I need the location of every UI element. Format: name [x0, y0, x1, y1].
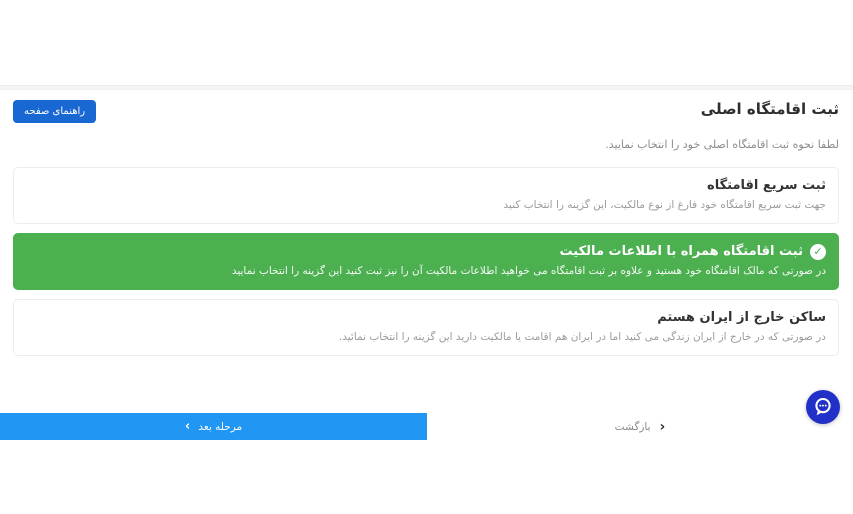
option-title: ثبت سریع اقامتگاه: [707, 178, 826, 193]
option-card-living-outside-iran[interactable]: [13, 299, 839, 356]
page-guide-button[interactable]: راهنمای صفحه: [13, 100, 96, 123]
footer-back-area: [427, 413, 853, 440]
chat-bubble-icon: [812, 396, 834, 418]
chevron-right-icon: ›: [659, 418, 666, 435]
back-label: بازگشت: [614, 420, 651, 433]
option-card-quick-registration[interactable]: [13, 167, 839, 224]
option-description: جهت ثبت سریع اقامتگاه خود فارغ از نوع مالکیت، این گزینه را انتخاب کنید: [503, 199, 826, 212]
option-title: ثبت اقامتگاه همراه با اطلاعات مالکیت: [559, 243, 803, 259]
chevron-left-icon: ‹: [184, 419, 191, 434]
page-header: [13, 98, 839, 123]
page-title: ثبت اقامتگاه اصلی: [700, 100, 839, 118]
option-card-with-ownership-info[interactable]: [13, 233, 839, 290]
option-description: در صورتی که مالک اقامتگاه خود هستید و علاوه بر ثبت اقامتگاه می خواهید اطلاعات مالکیت آن را نیز ثبت کنید این گزینه را انتخاب نمایید: [231, 264, 826, 277]
page-subtitle: لطفا نحوه ثبت اقامتگاه اصلی خود را انتخاب نمایید.: [605, 138, 839, 151]
check-circle-icon: [810, 244, 826, 260]
chat-support-button[interactable]: [806, 390, 840, 424]
header-divider: [0, 85, 853, 90]
registration-options-list: [13, 167, 839, 356]
option-title: ساکن خارج از ایران هستم: [657, 309, 826, 325]
back-button[interactable]: [615, 420, 666, 434]
next-step-label: مرحله بعد: [198, 420, 243, 433]
option-description: در صورتی که در خارج از ایران زندگی می کنید اما در ایران هم اقامت یا مالکیت دارید این گزینه را انتخاب نمائید.: [338, 330, 826, 343]
check-glyph: ✓: [813, 245, 823, 259]
next-step-button[interactable]: [0, 413, 427, 440]
